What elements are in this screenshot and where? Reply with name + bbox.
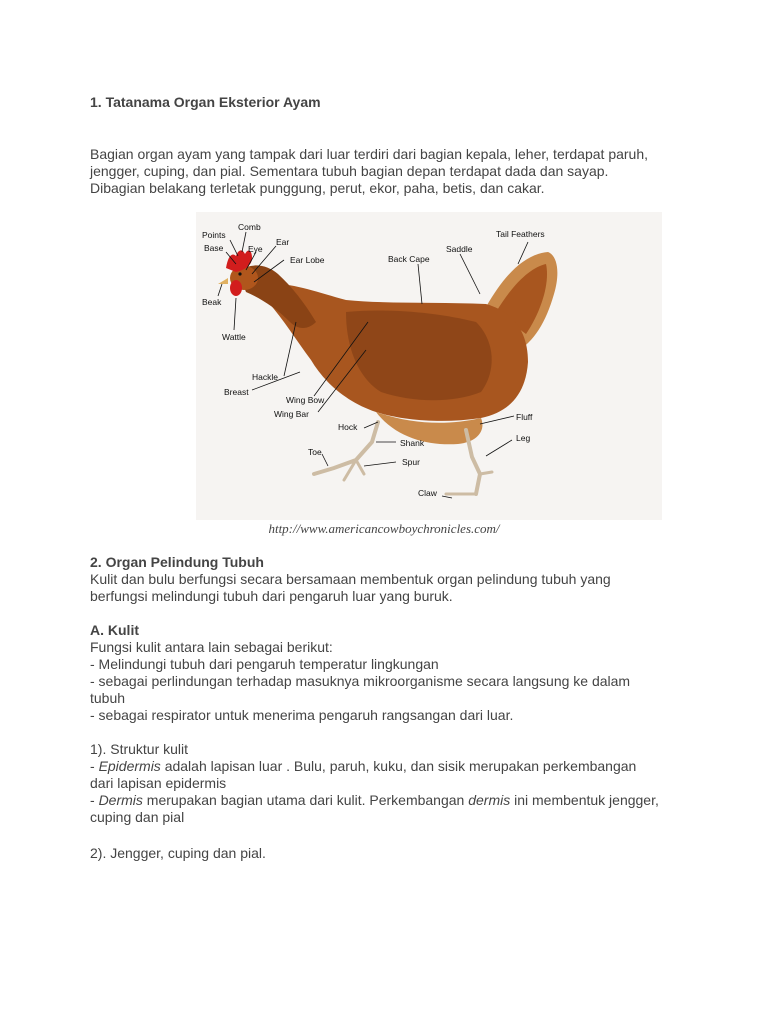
- label-wing-bar: Wing Bar: [274, 409, 309, 419]
- intro-paragraph: [90, 146, 690, 197]
- epidermis-dash: -: [90, 758, 99, 774]
- label-base: Base: [204, 243, 224, 253]
- dermis-term: Dermis: [98, 792, 143, 808]
- section-a-line-3: - sebagai perlindungan terhadap masuknya mikroorganisme secara langsung ke dalam: [90, 673, 631, 689]
- dermis-dash: -: [90, 792, 99, 808]
- intro-line-2: jengger, cuping, dan pial. Sementara tubuh bagian depan terdapat dada dan sayap.: [90, 163, 609, 179]
- label-fluff: Fluff: [516, 412, 533, 422]
- label-wing-bow: Wing Bow: [286, 395, 325, 405]
- section-2-title: 2. Organ Pelindung Tubuh: [90, 554, 264, 570]
- epidermis-line: [90, 758, 690, 775]
- heading-exterior-organs: 1. Tatanama Organ Eksterior Ayam: [90, 94, 321, 110]
- label-spur: Spur: [402, 457, 420, 467]
- subsection-skin-structure: [90, 741, 690, 826]
- section-a-line-5: - sebagai respirator untuk menerima pengaruh rangsangan dari luar.: [90, 707, 514, 723]
- section-a-title: A. Kulit: [90, 622, 139, 638]
- label-claw: Claw: [418, 488, 437, 498]
- label-ear: Ear: [276, 237, 290, 247]
- epidermis-text: adalah lapisan luar . Bulu, paruh, kuku, dan sisik merupakan perkembangan: [160, 758, 637, 774]
- epidermis-term: Epidermis: [98, 758, 161, 774]
- chicken-anatomy-figure: [196, 212, 662, 520]
- section-a-line-4: tubuh: [90, 690, 126, 706]
- section-a-line-2: - Melindungi tubuh dari pengaruh temperatur lingkungan: [90, 656, 439, 672]
- jengger-title: 2). Jengger, cuping dan pial.: [90, 845, 266, 861]
- label-tail-feathers: Tail Feathers: [496, 229, 545, 239]
- label-saddle: Saddle: [446, 244, 473, 254]
- intro-line-1: Bagian organ ayam yang tampak dari luar terdiri dari bagian kepala, leher, terdapat paruh,: [90, 146, 649, 162]
- dermis-text-2: ini membentuk jengger,: [510, 792, 659, 808]
- figure-caption: http://www.americancowboychronicles.com/: [268, 521, 500, 536]
- label-wattle: Wattle: [222, 332, 246, 342]
- label-back-cape: Back Cape: [388, 254, 430, 264]
- label-toe: Toe: [308, 447, 322, 457]
- intro-line-3: Dibagian belakang terletak punggung, perut, ekor, paha, betis, dan cakar.: [90, 180, 545, 196]
- struktur-title: 1). Struktur kulit: [90, 741, 189, 757]
- label-breast: Breast: [224, 387, 249, 397]
- section-2-line-2: berfungsi melindungi tubuh dari pengaruh luar yang buruk.: [90, 588, 453, 604]
- section-body-protection: [90, 554, 690, 605]
- section-a-line-1: Fungsi kulit antara lain sebagai berikut:: [90, 639, 333, 655]
- label-hackle: Hackle: [252, 372, 278, 382]
- label-leg: Leg: [516, 433, 531, 443]
- label-ear-lobe: Ear Lobe: [290, 255, 325, 265]
- dermis-line: [90, 792, 690, 809]
- dermis-term-2: dermis: [468, 792, 511, 808]
- dermis-line-2: cuping dan pial: [90, 809, 185, 825]
- chicken-diagram: [196, 212, 662, 520]
- label-shank: Shank: [400, 438, 425, 448]
- section-skin: [90, 622, 690, 724]
- label-comb: Comb: [238, 222, 261, 232]
- epidermis-line-2: dari lapisan epidermis: [90, 775, 227, 791]
- dermis-text: merupakan bagian utama dari kulit. Perkembangan: [142, 792, 469, 808]
- section-2-line-1: Kulit dan bulu berfungsi secara bersamaan membentuk organ pelindung tubuh yang: [90, 571, 611, 587]
- label-eye: Eye: [248, 244, 263, 254]
- subsection-comb-wattle: [90, 845, 690, 862]
- label-hock: Hock: [338, 422, 358, 432]
- label-points: Points: [202, 230, 226, 240]
- label-beak: Beak: [202, 297, 222, 307]
